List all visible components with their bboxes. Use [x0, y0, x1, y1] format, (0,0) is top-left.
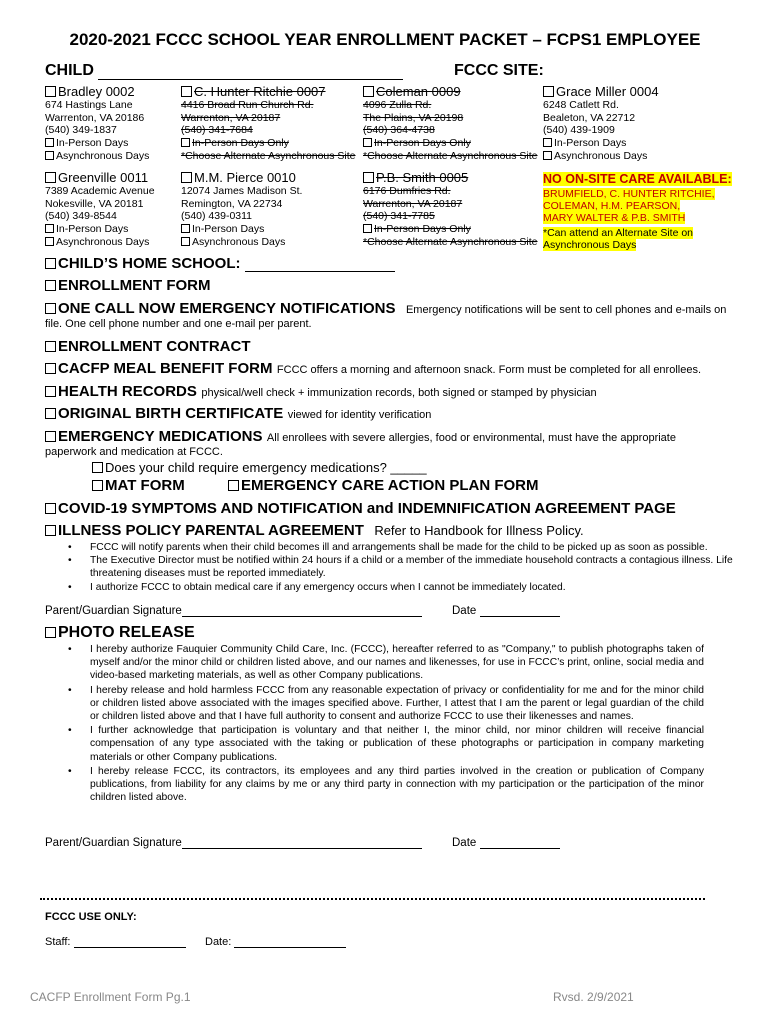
signature-line-2[interactable]: Parent/Guardian Signature	[45, 837, 422, 849]
no-onsite-notice: NO ON-SITE CARE AVAILABLE: BRUMFIELD, C. HUNTER RITCHIE, COLEMAN, H.M. PEARSON, MARY WALTER & P.B. SMITH *Can attend an Alternate Site on Asynchronous Days	[543, 172, 732, 251]
photo-bullets: • I hereby authorize Fauquier Community Child Care, Inc. (FCCC), hereafter referred to as "Company," to publish photographs taken of myself and/or the minor child or children listed above, and our names and likenesses, for use in FCCC’s print, online, social media and video-based marketing materials, as well as other Company publications. • I hereby release and hold harmless FCCC from any reasonable expectation of privacy or confidentiality for me and for the minor child or children listed above associated with the images specified above. Further, I attest that I am the parent or legal guardian of the child or children listed above and that I have full authority to consent and authorize FCCC to use their likenesses and names. • I further acknowledge that participation is voluntary and that neither I, the minor child, nor minor children will receive financial compensation of any type associated with the taking or publication of these photographs or participation in company marketing materials or other Company publications. • I hereby release FCCC, its contractors, its employees and any third parties involved in the creation or publication of Company publications, from liability for any claims by me or any third party in connection with my participation or the participation of the minor children listed above.	[68, 644, 704, 804]
footer-left: CACFP Enrollment Form Pg.1	[30, 990, 191, 1004]
checkbox[interactable]	[363, 86, 374, 97]
emergency-medications[interactable]: EMERGENCY MEDICATIONS All enrollees with severe allergies, food or environmental, must have the appropriate	[45, 428, 755, 446]
child-name-field[interactable]	[98, 65, 403, 80]
site-hunter-ritchie[interactable]: C. Hunter Ritchie 0007 4416 Broad Run Church Rd. Warrenton, VA 20187 (540) 341-7684 In-Person Days Only *Choose Alternate Asynchronous Site	[181, 84, 356, 162]
page-title: 2020-2021 FCCC SCHOOL YEAR ENROLLMENT PACKET – FCPS1 EMPLOYEE	[69, 30, 701, 49]
checkbox[interactable]	[363, 172, 374, 183]
site-greenville[interactable]: Greenville 0011 7389 Academic Avenue Nokesville, VA 20181 (540) 349-8544 In-Person Days Asynchronous Days	[45, 170, 155, 248]
birth-certificate[interactable]: ORIGINAL BIRTH CERTIFICATE viewed for identity verification	[45, 405, 755, 423]
footer-right: Rvsd. 2/9/2021	[553, 990, 634, 1004]
staff-field[interactable]: Staff:	[45, 936, 186, 948]
covid-agreement[interactable]: COVID-19 SYMPTOMS AND NOTIFICATION and INDEMNIFICATION AGREEMENT PAGE	[45, 500, 676, 517]
child-label: CHILD	[45, 62, 403, 80]
divider	[40, 898, 705, 900]
date-line-1[interactable]: Date	[452, 605, 560, 617]
cacfp-form[interactable]: CACFP MEAL BENEFIT FORM FCCC offers a morning and afternoon snack. Form must be completed for all enrollees.	[45, 360, 755, 378]
mat-form[interactable]: MAT FORM	[92, 477, 185, 494]
site-pb-smith[interactable]: P.B. Smith 0005 6176 Dumfries Rd. Warrenton, VA 20187 (540) 341-7785 In-Person Days Only *Choose Alternate Asynchronous Site	[363, 170, 538, 248]
site-coleman[interactable]: Coleman 0009 4096 Zulla Rd. The Plains, VA 20198 (540) 364-4738 In-Person Days Only *Choose Alternate Asynchronous Site	[363, 84, 538, 162]
photo-release[interactable]: PHOTO RELEASE	[45, 624, 195, 642]
emergency-care-plan[interactable]: EMERGENCY CARE ACTION PLAN FORM	[228, 477, 539, 494]
date-line-2[interactable]: Date	[452, 837, 560, 849]
home-school[interactable]: CHILD’S HOME SCHOOL:	[45, 255, 395, 272]
one-call-now[interactable]: ONE CALL NOW EMERGENCY NOTIFICATIONS Emergency notifications will be sent to cell phones and e-mails on	[45, 300, 745, 318]
checkbox[interactable]	[181, 172, 192, 183]
meds-question[interactable]: Does your child require emergency medications? _____	[92, 460, 427, 475]
site-grace-miller[interactable]: Grace Miller 0004 6248 Catlett Rd. Bealeton, VA 22712 (540) 439-1909 In-Person Days Asynchronous Days	[543, 84, 659, 162]
date-field[interactable]: Date:	[205, 936, 346, 948]
enrollment-form[interactable]: ENROLLMENT FORM	[45, 277, 210, 294]
enrollment-contract[interactable]: ENROLLMENT CONTRACT	[45, 338, 250, 355]
checkbox[interactable]	[45, 172, 56, 183]
site-label: FCCC SITE:	[454, 62, 544, 79]
health-records[interactable]: HEALTH RECORDS physical/well check + immunization records, both signed or stamped by physician	[45, 383, 755, 401]
checkbox[interactable]	[543, 86, 554, 97]
fccc-use-only: FCCC USE ONLY:	[45, 911, 137, 923]
checkbox[interactable]	[45, 86, 56, 97]
site-bradley[interactable]: Bradley 0002 674 Hastings Lane Warrenton, VA 20186 (540) 349-1837 In-Person Days Asynchronous Days	[45, 84, 150, 162]
site-mm-pierce[interactable]: M.M. Pierce 0010 12074 James Madison St. Remington, VA 22734 (540) 439-0311 In-Person Days Asynchronous Days	[181, 170, 303, 248]
illness-policy[interactable]: ILLNESS POLICY PARENTAL AGREEMENT Refer to Handbook for Illness Policy.	[45, 522, 755, 540]
illness-bullets: • FCCC will notify parents when their child becomes ill and arrangements shall be made for the child to be picked up as soon as possible. • The Executive Director must be notified within 24 hours if a child or a member of the immediate household contracts a contagious illness. Life threatening diseases must be reported immediately. • I authorize FCCC to obtain medical care if any emergency occurs when I cannot be immediately located.	[68, 542, 733, 593]
checkbox[interactable]	[181, 86, 192, 97]
signature-line-1[interactable]: Parent/Guardian Signature	[45, 605, 422, 617]
